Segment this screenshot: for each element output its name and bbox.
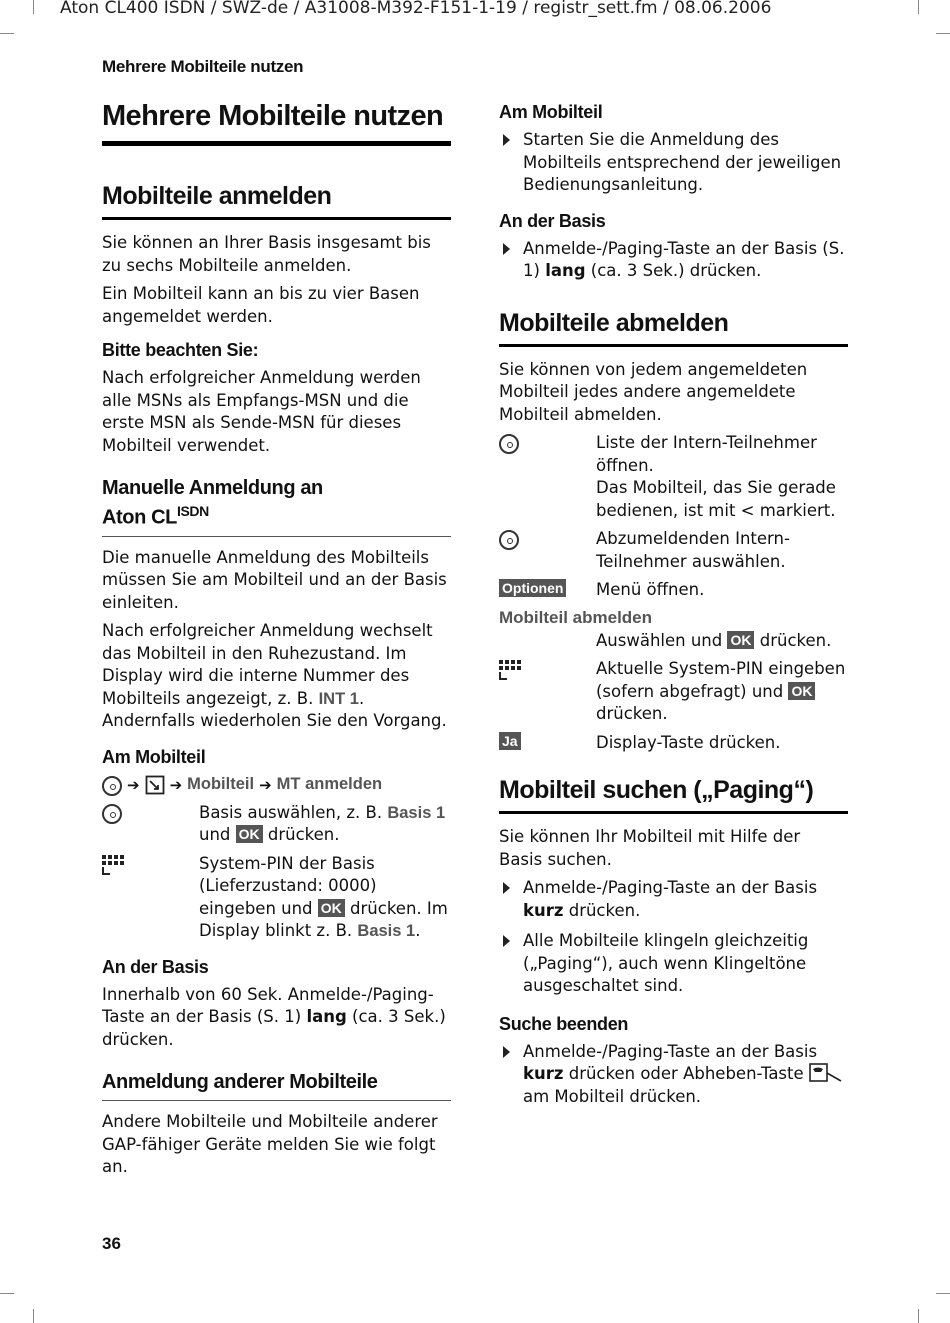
instruction-step: Optionen Menü öffnen. <box>499 579 848 602</box>
arrow-icon: ➔ <box>127 775 140 794</box>
page-number: 36 <box>102 1234 121 1253</box>
crop-mark <box>0 33 14 34</box>
crop-mark <box>918 0 919 14</box>
paragraph: Innerhalb von 60 Sek. Anmelde-/Paging-Taste an der Basis (S. 1) lang (ca. 3 Sek.) drücken. <box>102 984 446 1049</box>
instruction-step: Aktuelle System-PIN eingeben (sofern abgefragt) und OK drücken. <box>499 658 848 726</box>
instruction-step: Abzumeldenden Intern-Teilnehmer auswählen. <box>499 528 848 573</box>
navigation-key-icon <box>499 530 519 550</box>
paragraph: Sie können Ihr Mobilteil mit Hilfe der Basis suchen. <box>499 827 801 869</box>
display-text: Basis 1 <box>387 803 446 822</box>
ok-key: OK <box>236 825 263 843</box>
navigation-key-icon <box>102 776 122 796</box>
bullet-item: Anmelde-/Paging-Taste an der Basis (S. 1) lang (ca. 3 Sek.) drücken. <box>499 238 848 283</box>
bullet-icon <box>503 1046 510 1058</box>
arrow-icon: ➔ <box>259 775 272 794</box>
crop-mark <box>936 33 950 34</box>
heading-line2: Aton CL <box>102 506 177 529</box>
navigation-key-icon <box>499 434 519 454</box>
heading-line1: Manuelle Anmeldung an <box>102 477 323 499</box>
paragraph: Die manuelle Anmeldung des Mobilteils müssen Sie am Mobilteil und an der Basis einleiten. <box>102 547 447 612</box>
left-column <box>102 100 451 1185</box>
instruction-step: System-PIN der Basis (Lieferzustand: 0000) eingeben und OK drücken. Im Display blinkt z. B. Basis 1. <box>102 853 451 943</box>
bullet-item: Anmelde-/Paging-Taste an der Basis kurz drücken oder Abheben-Taste am Mobilteil drücken. <box>499 1041 848 1109</box>
optionen-key: Optionen <box>499 579 566 597</box>
note-text: Nach erfolgreicher Anmeldung werden alle MSNs als Empfangs-MSN und die erste MSN als Sende-MSN für dieses Mobilteil verwendet. <box>102 368 421 455</box>
instruction-step: Ja Display-Taste drücken. <box>499 732 848 755</box>
talk-key-icon <box>809 1063 843 1083</box>
keypad-icon <box>499 660 521 682</box>
navigation-key-icon <box>102 804 122 824</box>
bullet-item: Anmelde-/Paging-Taste an der Basis kurz drücken. <box>499 877 848 922</box>
display-text: Basis 1 <box>357 922 416 941</box>
instruction-step: Basis auswählen, z. B. Basis 1 und OK drücken. <box>102 802 451 847</box>
bullet-item: Alle Mobilteile klingeln gleichzeitig („Paging“), auch wenn Klingeltöne ausgeschaltet sind. <box>499 930 848 998</box>
subheading-an-der-basis: An der Basis <box>102 956 209 977</box>
paragraph: Ein Mobilteil kann an bis zu vier Basen angemeldet werden. <box>102 284 420 326</box>
crop-mark <box>33 1309 34 1323</box>
paragraph: Nach erfolgreicher Anmeldung wechselt das Mobilteil in den Ruhezustand. Im Display wird die interne Nummer des Mobilteils angezeigt, z. B. INT 1. Andernfalls wiederholen Sie den Vorgang. <box>102 621 447 731</box>
ok-key: OK <box>788 682 815 700</box>
ok-key: OK <box>727 631 754 649</box>
crop-mark <box>936 1293 950 1294</box>
paragraph: Andere Mobilteile und Mobilteile anderer GAP-fähiger Geräte melden Sie wie folgt an. <box>102 1112 438 1177</box>
instruction-step: Liste der Intern-Teilnehmer öffnen. Das Mobilteil, das Sie gerade bedienen, ist mit < markiert. <box>499 432 848 522</box>
section-heading-abmelden: Mobilteile abmelden <box>499 309 848 347</box>
note-heading: Bitte beachten Sie: <box>102 340 259 360</box>
crop-mark <box>33 0 34 14</box>
document-header-line: Aton CL400 ISDN / SWZ-de / A31008-M392-F151-1-19 / registr_sett.fm / 08.06.2006 <box>60 0 772 18</box>
subheading-suche-beenden: Suche beenden <box>499 1013 629 1034</box>
display-text: INT 1 <box>318 689 359 708</box>
arrow-icon: ➔ <box>169 775 183 794</box>
menu-item-mt-anmelden: MT anmelden <box>276 775 383 794</box>
bullet-icon <box>503 134 510 146</box>
subsection-heading-manual <box>102 477 451 537</box>
paragraph: Sie können an Ihrer Basis insgesamt bis zu sechs Mobilteile anmelden. <box>102 233 431 275</box>
display-menu-item: Mobilteil abmelden <box>499 607 653 627</box>
paragraph: Sie können von jedem angemeldeten Mobilteil jedes andere angemeldete Mobilteil abmelden. <box>499 359 808 424</box>
page-title: Mehrere Mobilteile nutzen <box>102 100 451 146</box>
menu-path <box>102 774 451 796</box>
bullet-icon <box>503 882 510 894</box>
bullet-icon <box>503 243 510 255</box>
subheading-am-mobilteil: Am Mobilteil <box>102 746 206 767</box>
keypad-icon <box>102 855 124 877</box>
crop-mark <box>918 1309 919 1323</box>
subheading-an-der-basis: An der Basis <box>499 210 606 231</box>
bullet-item: Starten Sie die Anmeldung des Mobilteils entsprechend der jeweiligen Bedienungsanleitung. <box>499 129 848 197</box>
menu-item-mobilteil: Mobilteil <box>187 775 255 794</box>
subheading-am-mobilteil: Am Mobilteil <box>499 102 603 122</box>
ok-key: OK <box>318 899 345 917</box>
heading-sup: ISDN <box>176 503 209 519</box>
section-heading-paging: Mobilteil suchen („Paging“) <box>499 776 848 814</box>
instruction-step: Auswählen und OK drücken. <box>596 630 832 650</box>
ja-key: Ja <box>499 732 521 750</box>
subsection-heading-other: Anmeldung anderer Mobilteile <box>102 1071 451 1101</box>
bullet-icon <box>503 935 510 947</box>
crop-mark <box>0 1293 14 1294</box>
section-heading-anmelden: Mobilteile anmelden <box>102 182 451 220</box>
running-head: Mehrere Mobilteile nutzen <box>102 57 304 76</box>
settings-menu-icon <box>145 775 165 795</box>
right-column <box>499 100 848 1116</box>
